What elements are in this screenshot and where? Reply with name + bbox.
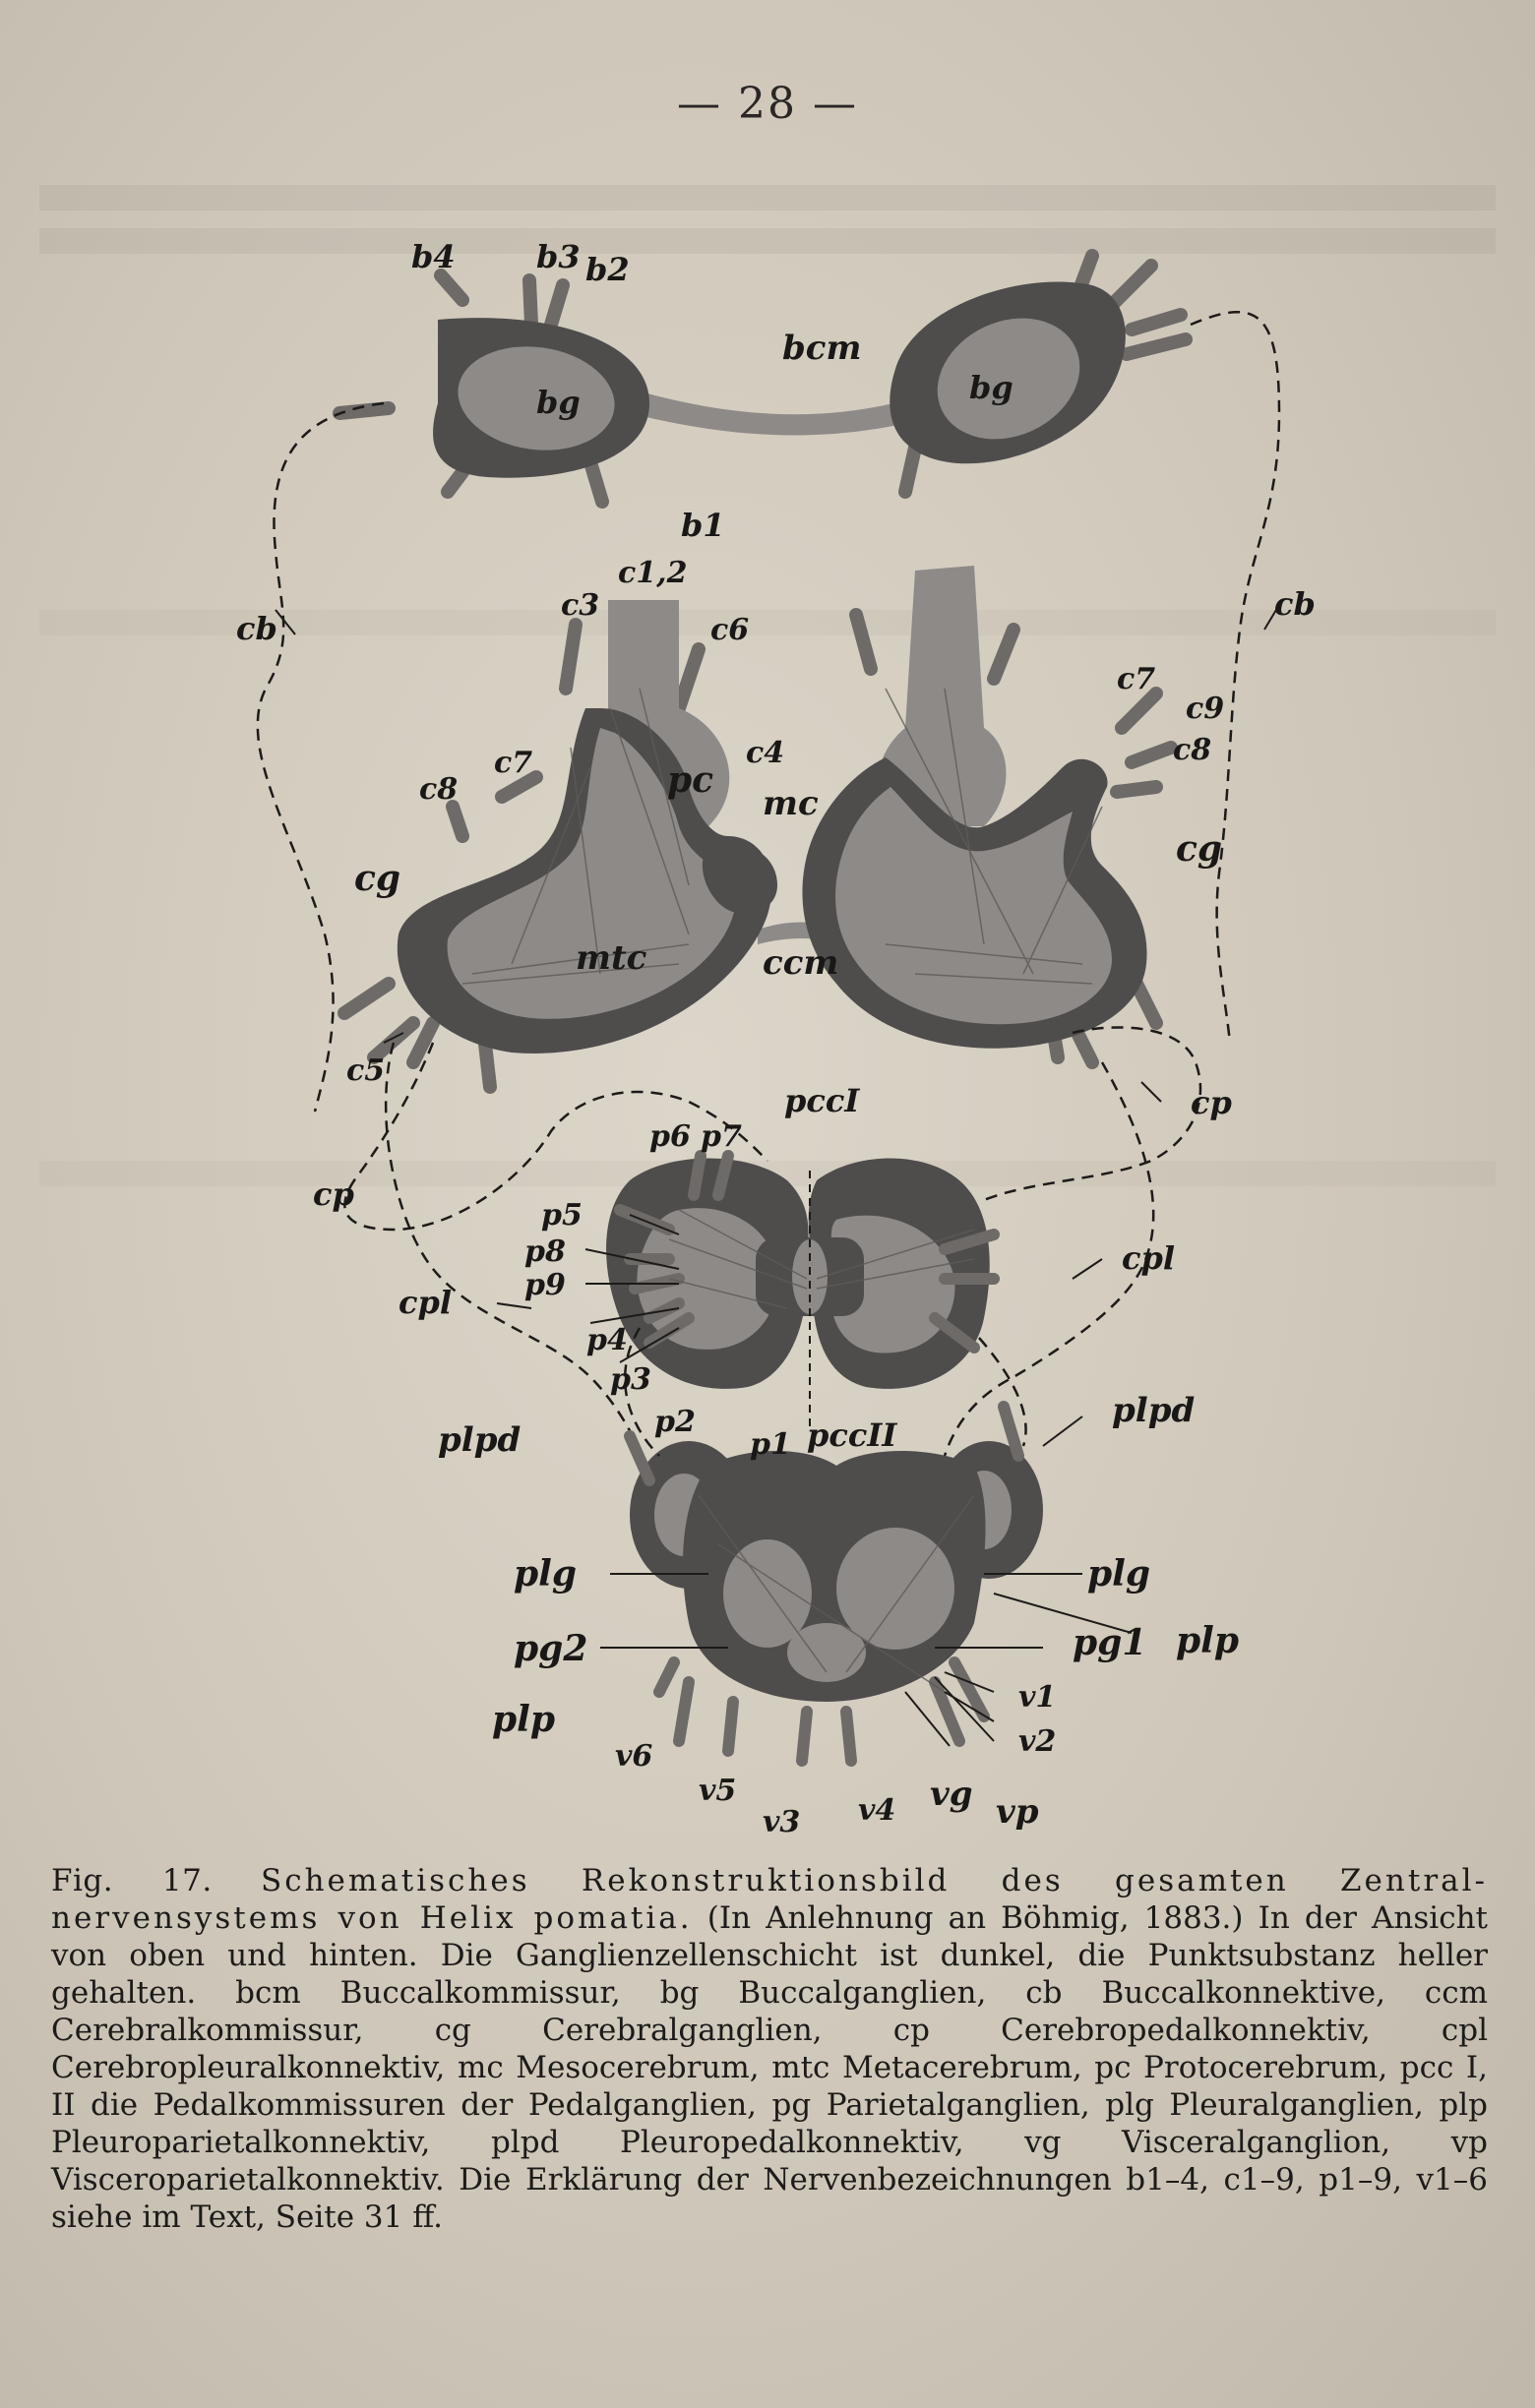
label-p2: p2: [654, 1405, 696, 1439]
label-cpl-left: cpl: [399, 1284, 453, 1321]
label-cpl-right: cpl: [1122, 1239, 1176, 1277]
label-bg-left: bg: [536, 384, 581, 421]
label-bcm: bcm: [782, 329, 862, 368]
label-p5: p5: [541, 1198, 583, 1233]
label-plp-left: plp: [492, 1699, 556, 1740]
label-pcc1: pccI: [784, 1082, 860, 1119]
label-cp-left: cp: [313, 1175, 354, 1213]
label-pg1: pg1: [1073, 1622, 1147, 1663]
label-p9: p9: [524, 1268, 566, 1302]
label-c7-left: c7: [494, 746, 533, 780]
label-c4: c4: [746, 736, 785, 770]
label-cg-left: cg: [354, 858, 401, 899]
label-c5: c5: [346, 1054, 386, 1088]
label-c7-right: c7: [1117, 662, 1156, 696]
label-c3: c3: [561, 588, 600, 623]
label-pcc2: pccII: [807, 1416, 897, 1454]
label-c8-left: c8: [419, 772, 459, 807]
label-p3: p3: [610, 1362, 651, 1397]
label-plg-right: plg: [1087, 1553, 1151, 1595]
label-v3: v3: [763, 1805, 801, 1839]
figure-caption: [51, 1862, 1488, 2236]
label-b3: b3: [536, 238, 581, 275]
caption-text: (In Anlehnung an Böhmig, 1883.) In der Ansicht von oben und hinten. Die Ganglienzellenschicht ist dunkel, die Punktsubstanz heller gehalten. bcm Buccalkommissur, bg Buccalganglien, cb Buccalkonnektive, ccm Cerebralkommissur, cg Cerebralganglien, cp Cerebropedalkonnektiv, cpl Cerebropleuralkonnektiv, mc Mesocerebrum, mtc Metacerebrum, pc Protocerebrum, pcc I, II die Pedalkommissuren der Pedalganglien, pg Parietalganglien, plg Pleuralganglien, plp Pleuroparietalkonnektiv, plpd Pleuropedalkonnektiv, vg Visceralganglion, vp Visceroparietalkonnektiv. Die Erklärung der Nervenbezeichnungen b1–4, c1–9, p1–9, v1–6 siehe im Text, Seite 31 ff.: [51, 1900, 1488, 2235]
caption-title: Schematisches Rekonstruktionsbild des gesamten Zentral-nervensystems von Helix pomatia.: [51, 1863, 1489, 1936]
label-vg: vg: [930, 1775, 973, 1814]
label-plpd-right: plpd: [1112, 1391, 1196, 1430]
label-p4: p4: [586, 1323, 628, 1357]
label-cp-right: cp: [1191, 1084, 1232, 1121]
buccal-connective-right: [1191, 312, 1279, 1043]
visceral-ganglion-complex: [683, 1451, 986, 1702]
label-c8-right: c8: [1173, 733, 1212, 767]
label-p7: p7: [701, 1119, 742, 1154]
label-v5: v5: [699, 1774, 737, 1808]
label-p8: p8: [524, 1234, 566, 1269]
label-pg2: pg2: [514, 1628, 588, 1669]
label-ccm: ccm: [763, 943, 839, 983]
label-c9: c9: [1186, 692, 1225, 726]
label-cg-right: cg: [1176, 828, 1223, 870]
label-bg-right: bg: [969, 369, 1013, 406]
label-plpd-left: plpd: [438, 1420, 522, 1460]
label-b2: b2: [585, 251, 630, 288]
label-v6: v6: [615, 1739, 653, 1774]
label-c6: c6: [710, 613, 750, 647]
label-c12: c1,2: [618, 556, 688, 590]
label-plg-left: plg: [514, 1553, 578, 1595]
label-v4: v4: [858, 1793, 896, 1828]
label-v1: v1: [1018, 1680, 1057, 1715]
label-b4: b4: [411, 238, 456, 275]
page-number: — 28 —: [677, 79, 858, 129]
label-v2: v2: [1018, 1724, 1057, 1759]
label-mc: mc: [763, 784, 819, 823]
label-cb-left: cb: [236, 610, 277, 647]
caption-figure-label: Fig. 17.: [51, 1863, 213, 1898]
label-b1: b1: [681, 507, 725, 544]
label-p6: p6: [649, 1119, 691, 1154]
label-p1: p1: [750, 1427, 791, 1462]
label-mtc: mtc: [576, 938, 647, 978]
label-plp-right: plp: [1176, 1620, 1240, 1661]
label-vp: vp: [996, 1792, 1039, 1832]
label-cb-right: cb: [1274, 585, 1316, 623]
label-pc: pc: [667, 759, 714, 801]
